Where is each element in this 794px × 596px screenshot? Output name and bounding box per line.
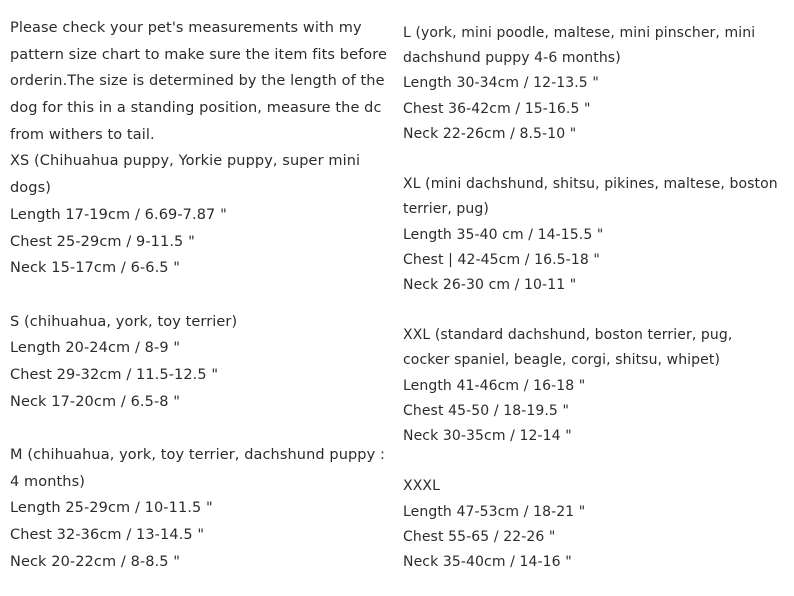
chest-measurement: Chest 55-65 / 22-26 " <box>403 528 556 545</box>
left-column <box>10 15 396 575</box>
chest-measurement: Chest 32-36cm / 13-14.5 " <box>10 527 205 544</box>
size-header: S (chihuahua, york, toy terrier) <box>10 313 238 330</box>
length-measurement: Length 35-40 cm / 14-15.5 " <box>403 226 604 243</box>
neck-measurement: Neck 35-40cm / 14-16 " <box>403 553 572 570</box>
neck-measurement: Neck 22-26cm / 8.5-10 " <box>403 125 577 142</box>
size-header: dogs) <box>10 180 51 197</box>
length-measurement: Length 47-53cm / 18-21 " <box>403 503 586 520</box>
size-block-xxxl <box>403 474 789 575</box>
length-measurement: Length 41-46cm / 16-18 " <box>403 377 586 394</box>
chest-measurement: Chest 25-29cm / 9-11.5 " <box>10 233 195 250</box>
size-block-m <box>10 442 396 575</box>
size-header: XS (Chihuahua puppy, Yorkie puppy, super mini <box>10 153 361 170</box>
intro-line: Please check your pet's measurements with my <box>10 20 362 36</box>
size-header: dachshund puppy 4-6 months) <box>403 50 621 67</box>
size-header: M (chihuahua, york, toy terrier, dachshund puppy : <box>10 447 385 463</box>
size-header: L (york, mini poodle, maltese, mini pinscher, mini <box>403 25 756 41</box>
neck-measurement: Neck 20-22cm / 8-8.5 " <box>10 553 181 570</box>
size-block-xs <box>10 148 396 281</box>
spacer <box>10 282 396 309</box>
length-measurement: Length 25-29cm / 10-11.5 " <box>10 500 213 517</box>
size-block-s <box>10 309 396 416</box>
size-block-l <box>403 21 789 147</box>
neck-measurement: Neck 17-20cm / 6.5-8 " <box>10 393 181 410</box>
chest-measurement: Chest 29-32cm / 11.5-12.5 " <box>10 366 219 383</box>
neck-measurement: Neck 30-35cm / 12-14 " <box>403 428 572 444</box>
length-measurement: Length 30-34cm / 12-13.5 " <box>403 75 599 92</box>
chest-measurement: Chest | 42-45cm / 16.5-18 " <box>403 251 600 268</box>
size-header: 4 months) <box>10 473 86 490</box>
size-header: XXL (standard dachshund, boston terrier, pug, <box>403 327 733 344</box>
size-header: terrier, pug) <box>403 201 489 218</box>
chest-measurement: Chest 45-50 / 18-19.5 " <box>403 402 570 419</box>
size-block-xxl <box>403 323 789 449</box>
right-column <box>403 21 789 575</box>
spacer <box>10 415 396 442</box>
size-header: XL (mini dachshund, shitsu, pikines, maltese, boston <box>403 176 778 193</box>
neck-measurement: Neck 26-30 cm / 10-11 " <box>403 276 577 293</box>
intro-line: pattern size chart to make sure the item fits before <box>10 46 388 63</box>
size-header: cocker spaniel, beagle, corgi, shitsu, whipet) <box>403 352 721 369</box>
size-header: XXXL <box>403 478 440 495</box>
intro-line: from withers to tail. <box>10 126 155 143</box>
neck-measurement: Neck 15-17cm / 6-6.5 " <box>10 260 181 277</box>
spacer <box>403 147 789 172</box>
size-block-xl <box>403 172 789 298</box>
spacer <box>403 298 789 323</box>
chest-measurement: Chest 36-42cm / 15-16.5 " <box>403 100 591 117</box>
spacer <box>403 449 789 474</box>
length-measurement: Length 20-24cm / 8-9 " <box>10 340 181 357</box>
intro-line: dog for this in a standing position, measure the dc <box>10 100 382 117</box>
intro-line: orderin.The size is determined by the length of the <box>10 73 385 90</box>
length-measurement: Length 17-19cm / 6.69-7.87 " <box>10 206 227 223</box>
